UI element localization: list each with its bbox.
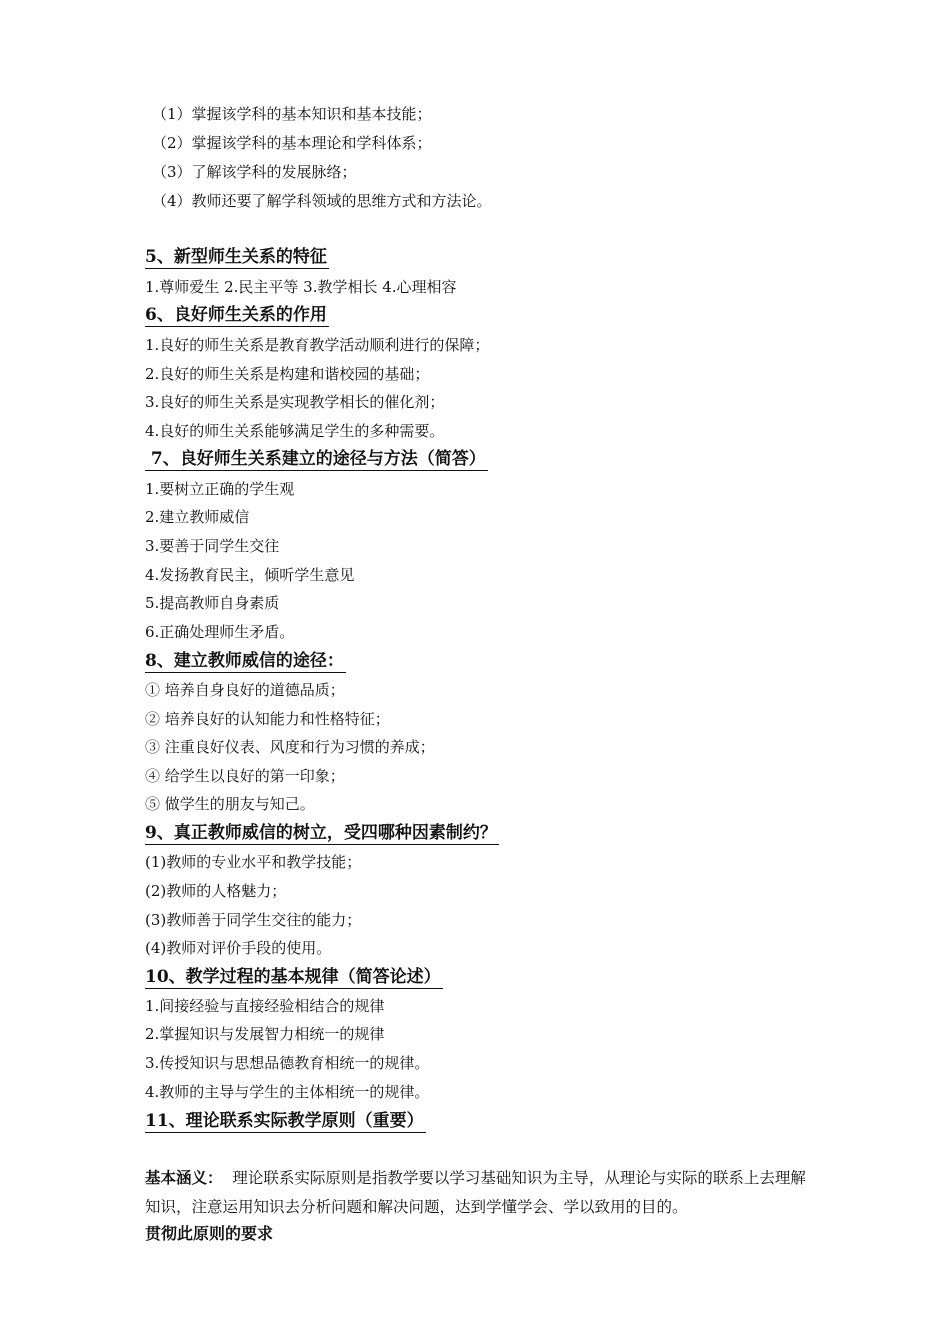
section-10-item: 3.传授知识与思想品德教育相统一的规律。: [145, 1054, 430, 1072]
section-10-item: 1.间接经验与直接经验相结合的规律: [145, 997, 385, 1015]
intro-item: （1）掌握该学科的基本知识和基本技能；: [152, 105, 432, 123]
section-10-item: 4.教师的主导与学生的主体相统一的规律。: [145, 1083, 430, 1101]
section-6-item: 3.良好的师生关系是实现教学相长的催化剂；: [145, 393, 445, 411]
section-8-item: ④ 给学生以良好的第一印象；: [145, 767, 345, 785]
section-8-item: ② 培养良好的认知能力和性格特征；: [145, 710, 390, 728]
definition-paragraph: [145, 1163, 810, 1222]
section-7-item: 5.提高教师自身素质: [145, 594, 280, 612]
section-10-item: 2.掌握知识与发展智力相统一的规律: [145, 1025, 385, 1043]
section-8-item: ⑤ 做学生的朋友与知己。: [145, 795, 315, 813]
section-7-item: 3.要善于同学生交往: [145, 537, 280, 555]
intro-item: （3）了解该学科的发展脉络；: [152, 163, 357, 181]
section-8-item: ① 培养自身良好的道德品质；: [145, 681, 345, 699]
section-8-heading: 8、建立教师威信的途径：: [145, 651, 344, 671]
section-7-item: 1.要树立正确的学生观: [145, 480, 295, 498]
section-7-item: 6.正确处理师生矛盾。: [145, 623, 295, 641]
section-9-heading: 9、真正教师威信的树立，受四哪种因素制约？: [145, 823, 497, 843]
section-7-item: 4.发扬教育民主，倾听学生意见: [145, 566, 355, 584]
section-10-heading: 10、教学过程的基本规律（简答论述）: [145, 967, 441, 987]
section-5-heading: 5、新型师生关系的特征: [145, 247, 327, 267]
definition-label: 基本涵义：: [145, 1168, 223, 1187]
section-9-item: (3)教师善于同学生交往的能力；: [145, 911, 362, 929]
section-7-item: 2.建立教师威信: [145, 508, 250, 526]
section-9-item: (4)教师对评价手段的使用。: [145, 939, 332, 957]
section-6-heading: 6、良好师生关系的作用: [145, 305, 327, 325]
section-8-item: ③ 注重良好仪表、风度和行为习惯的养成；: [145, 738, 435, 756]
section-6-item: 4.良好的师生关系能够满足学生的多种需要。: [145, 422, 445, 440]
section-11-heading: 11、理论联系实际教学原则（重要）: [145, 1111, 424, 1131]
requirements-label: 贯彻此原则的要求: [145, 1224, 274, 1243]
section-9-item: (1)教师的专业水平和教学技能；: [145, 853, 362, 871]
definition-text: 理论联系实际原则是指教学要以学习基础知识为主导，从理论与实际的联系上去理解知识，注意运用知识去分析问题和解决问题，达到学懂学会、学以致用的目的。: [145, 1169, 806, 1216]
section-9-item: (2)教师的人格魅力；: [145, 882, 287, 900]
section-6-item: 1.良好的师生关系是教育教学活动顺利进行的保障；: [145, 336, 490, 354]
section-7-heading: 7、良好师生关系建立的途径与方法（简答）: [145, 449, 486, 469]
intro-item: （4）教师还要了解学科领域的思维方式和方法论。: [152, 192, 492, 210]
intro-item: （2）掌握该学科的基本理论和学科体系；: [152, 134, 432, 152]
section-6-item: 2.良好的师生关系是构建和谐校园的基础；: [145, 365, 430, 383]
section-5-item: 1.尊师爱生 2.民主平等 3.教学相长 4.心理相容: [145, 278, 457, 296]
